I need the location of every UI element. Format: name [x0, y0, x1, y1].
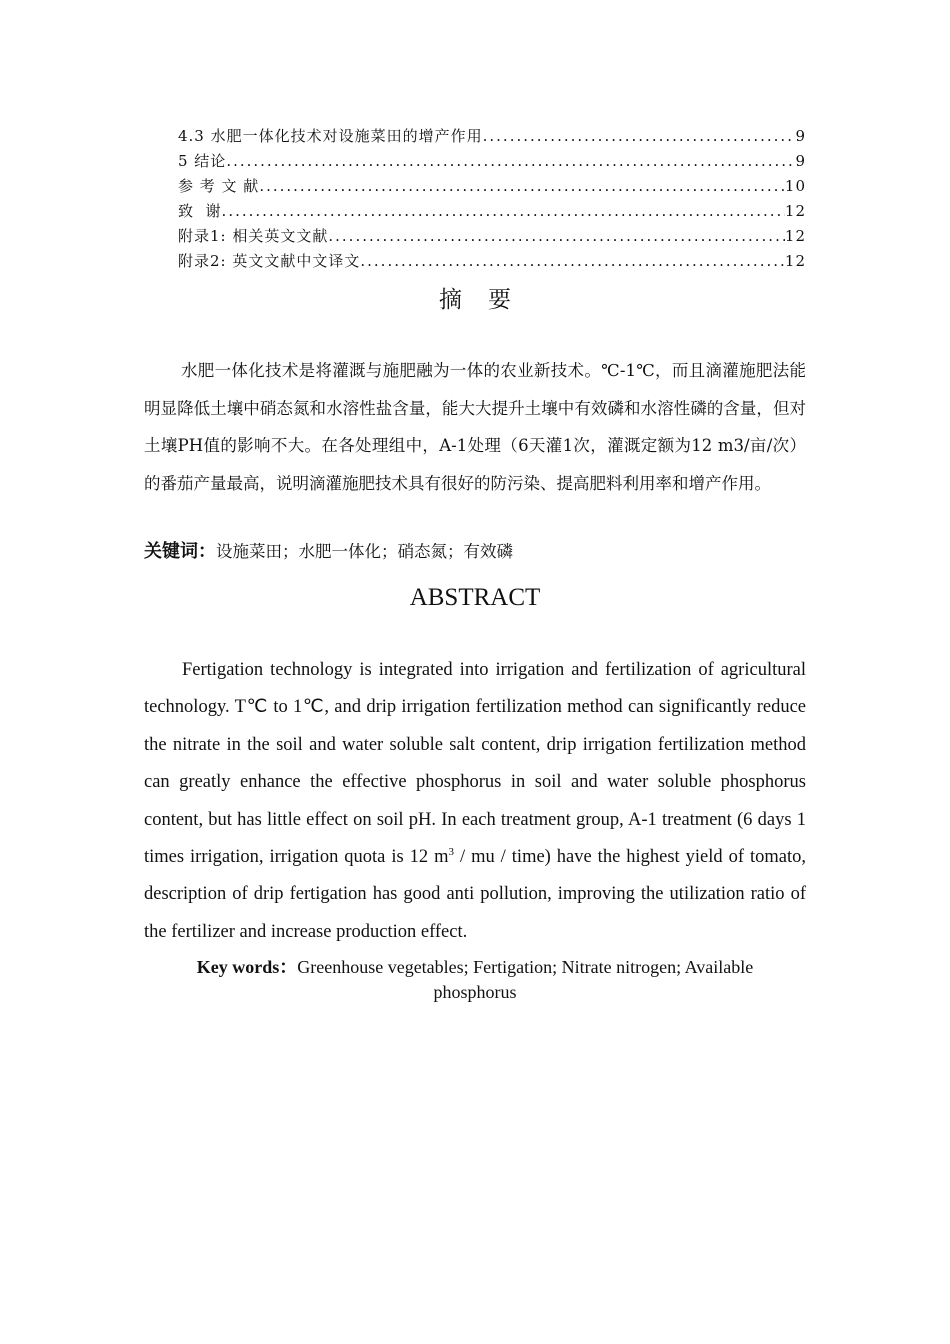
toc-leader-dots: [328, 227, 785, 245]
toc-leader-dots: [222, 202, 785, 220]
english-keywords-text: Greenhouse vegetables; Fertigation; Nitrate nitrogen; Available phosphorus: [297, 957, 754, 1002]
toc-entry[interactable]: [178, 225, 806, 250]
toc-entry-page: 12: [784, 252, 806, 270]
toc-entry-page: 9: [795, 152, 806, 170]
toc-entry-title: 致 谢: [178, 202, 222, 220]
toc-entry[interactable]: [178, 250, 806, 275]
toc-leader-dots: [483, 127, 796, 145]
chinese-keywords-text: 设施菜田；水肥一体化；硝态氮；有效磷: [216, 542, 513, 561]
toc-leader-dots: [226, 152, 795, 170]
toc-entry-title: 4.3 水肥一体化技术对设施菜田的增产作用: [178, 127, 483, 145]
english-abstract-text-part1: Fertigation technology is integrated into irrigation and fertilization of agricultural technology. T℃ to 1℃, and drip irrigation fertilization method can significantly reduce the nitrate in the soil and water soluble salt content, drip irrigation fertilization method can greatly enhance the effective phosphorus in soil and water soluble phosphorus content, but has little effect on soil pH. In each treatment group, A-1 treatment (6 days 1 times irrigation, irrigation quota is 12 m: [144, 660, 806, 868]
toc-entry-page: 12: [784, 227, 806, 245]
english-keywords-label: Key words：: [196, 957, 298, 977]
chinese-keywords: [144, 537, 806, 567]
english-abstract-body: [144, 652, 806, 951]
toc-entry-page: 9: [795, 127, 806, 145]
superscript-exponent: 3: [448, 846, 455, 859]
toc-entry-title: 参 考 文 献: [178, 177, 260, 195]
toc-entry-title: 附录1: 相关英文文献: [178, 227, 329, 245]
toc-entry[interactable]: [178, 150, 806, 175]
toc-entry[interactable]: [178, 175, 806, 200]
chinese-abstract-heading: 摘要: [439, 287, 537, 313]
toc-entry-page: 12: [784, 202, 806, 220]
chinese-keywords-label: 关键词：: [144, 541, 216, 562]
table-of-contents: [178, 125, 806, 275]
toc-leader-dots: [360, 252, 785, 270]
english-abstract-heading: ABSTRACT: [409, 584, 541, 611]
toc-entry-title: 5 结论: [178, 152, 227, 170]
english-abstract-text-part2: / mu / time) have the highest yield of tomato, description of drip fertigation has good anti pollution, improving the utilization ratio of the fertilizer and increase production effect.: [144, 847, 806, 942]
english-keywords: [174, 955, 776, 1005]
toc-entry[interactable]: [178, 200, 806, 225]
toc-leader-dots: [259, 177, 785, 195]
toc-entry-page: 10: [784, 177, 806, 195]
toc-entry[interactable]: [178, 125, 806, 150]
chinese-abstract-body: 水肥一体化技术是将灌溉与施肥融为一体的农业新技术。℃-1℃，而且滴灌施肥法能明显降低土壤中硝态氮和水溶性盐含量，能大大提升土壤中有效磷和水溶性磷的含量，但对土壤PH值的影响不大。在各处理组中，A-1处理（6天灌1次，灌溉定额为12 m3/亩/次）的番茄产量最高，说明滴灌施肥技术具有很好的防污染、提高肥料利用率和增产作用。: [144, 361, 806, 493]
toc-entry-title: 附录2: 英文文献中文译文: [178, 252, 361, 270]
